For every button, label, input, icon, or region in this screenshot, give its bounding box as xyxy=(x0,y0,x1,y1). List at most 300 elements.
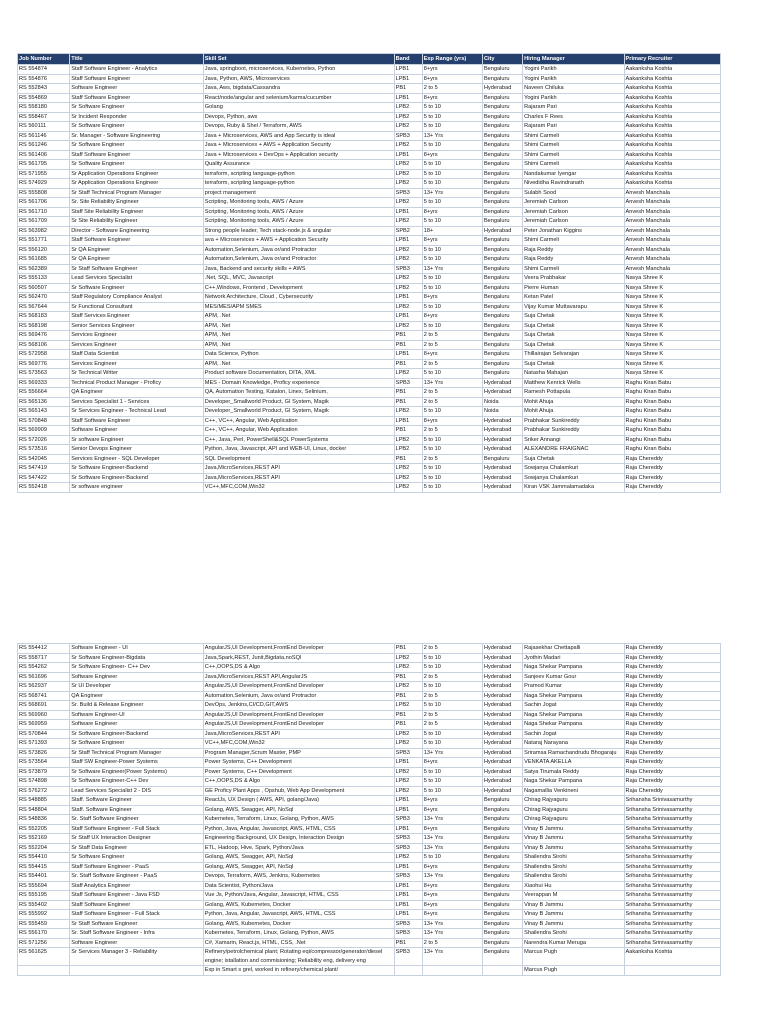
hiring-manager-cell: Naga Shekar Pampana xyxy=(523,777,624,787)
hiring-manager-cell: Naveen Chiluka xyxy=(523,84,624,94)
band-cell: LPB1 xyxy=(394,891,422,901)
table-row xyxy=(18,179,721,189)
skill-set-cell: MES/MES/APM SMES xyxy=(203,302,394,312)
table-row xyxy=(18,378,721,388)
exp-range-cell: 5 to 10 xyxy=(422,853,482,863)
skill-set-cell: Power Systems, C++ Development xyxy=(203,758,394,768)
skill-set-cell: project management xyxy=(203,188,394,198)
band-cell: LPB1 xyxy=(394,805,422,815)
primary-recruiter-cell: Anvesh Manchala xyxy=(624,236,720,246)
table-row xyxy=(18,739,721,749)
table-row xyxy=(18,748,721,758)
table-row xyxy=(18,65,721,75)
primary-recruiter-cell: Navya Shree K xyxy=(624,274,720,284)
hiring-manager-cell: Sulabh Sood xyxy=(523,188,624,198)
hiring-manager-cell: Sanjeev Kumar Gour xyxy=(523,672,624,682)
exp-range-cell: 5 to 10 xyxy=(422,767,482,777)
job-number-cell: RS 548804 xyxy=(18,805,70,815)
skill-set-cell: AngularJS,UI Development,FrontEnd Developer xyxy=(203,682,394,692)
city-cell: Hyderabad xyxy=(482,682,522,692)
city-cell: Bengaluru xyxy=(482,910,522,920)
hiring-manager-cell: Sriramsa Ramachandrudu Bhogaraju xyxy=(523,748,624,758)
job-number-cell: RS 542045 xyxy=(18,454,70,464)
title-cell: Software Engineer xyxy=(70,426,204,436)
hiring-manager-cell: Naga Shekar Pampana xyxy=(523,720,624,730)
hiring-manager-cell: Suja Chetak xyxy=(523,321,624,331)
primary-recruiter-cell: Raja Chereddy xyxy=(624,454,720,464)
job-number-cell: RS 547419 xyxy=(18,464,70,474)
band-cell: PB1 xyxy=(394,426,422,436)
skill-set-cell: Scripting, Monitoring tools, AWS / Azure xyxy=(203,207,394,217)
exp-range-cell: 8+yrs xyxy=(422,236,482,246)
city-cell: Bengaluru xyxy=(482,65,522,75)
title-cell: Software Engineer xyxy=(70,84,204,94)
title-cell: Sr Staff Technical Program Manager xyxy=(70,188,204,198)
skill-set-cell: Golang, AWS, Kubernetes, Docker xyxy=(203,919,394,929)
title-cell: Sr Staff Software Engineer xyxy=(70,264,204,274)
table-row xyxy=(18,264,721,274)
skill-set-cell: Quality Assurance xyxy=(203,160,394,170)
job-number-cell: RS 561685 xyxy=(18,255,70,265)
skill-set-cell: Java, springboot, microservices, Kubernetes, Python xyxy=(203,65,394,75)
title-cell: Sr QA Engineer xyxy=(70,255,204,265)
primary-recruiter-cell: Aakanksha Koshta xyxy=(624,131,720,141)
title-cell: Senior Devops Engineer xyxy=(70,445,204,455)
job-number-cell: RS 555133 xyxy=(18,274,70,284)
skill-set-cell: C++,Windows, Frontend , Development xyxy=(203,283,394,293)
job-number-cell: RS 574929 xyxy=(18,179,70,189)
city-cell xyxy=(482,966,522,976)
primary-recruiter-cell: Raja Chereddy xyxy=(624,663,720,673)
title-cell: Staff Site Reliability Engineer xyxy=(70,207,204,217)
title-cell: Sr Software Engineer xyxy=(70,141,204,151)
title-cell: Sr software engineer xyxy=(70,483,204,493)
city-cell: Bengaluru xyxy=(482,369,522,379)
skill-set-cell: Java,MicroServices,REST API xyxy=(203,473,394,483)
band-cell: LPB2 xyxy=(394,179,422,189)
table-row xyxy=(18,900,721,910)
title-cell: Sr Software Engineer xyxy=(70,283,204,293)
title-cell: Sr Staff UX Interaction Designer xyxy=(70,834,204,844)
job-number-cell: RS 568741 xyxy=(18,691,70,701)
city-cell: Bengaluru xyxy=(482,824,522,834)
table-row xyxy=(18,217,721,227)
skill-set-cell: Automation,Selenium, Java or/and Protractor xyxy=(203,691,394,701)
city-cell: Bengaluru xyxy=(482,938,522,948)
city-cell: Bengaluru xyxy=(482,160,522,170)
skill-set-cell: Python, Java, Javascript, API and WEB-UI, Linux, docker xyxy=(203,445,394,455)
city-cell: Bengaluru xyxy=(482,929,522,939)
skill-set-cell: Scripting, Monitoring tools, AWS / Azure xyxy=(203,198,394,208)
city-cell: Bengaluru xyxy=(482,74,522,84)
table-row xyxy=(18,198,721,208)
hiring-manager-cell: Narendra Kumar Meruga xyxy=(523,938,624,948)
skill-set-cell: Engineering Background, UX Design, Interaction Design xyxy=(203,834,394,844)
band-cell: LPB1 xyxy=(394,74,422,84)
exp-range-cell: 2 to 5 xyxy=(422,938,482,948)
city-cell: Bengaluru xyxy=(482,150,522,160)
job-number-cell: RS 556170 xyxy=(18,929,70,939)
exp-range-cell: 8+yrs xyxy=(422,416,482,426)
skill-set-cell: Java, Backend and security skills + AWS xyxy=(203,264,394,274)
job-number-cell: RS 551771 xyxy=(18,236,70,246)
job-number-cell: RS 554876 xyxy=(18,74,70,84)
primary-recruiter-cell: Srihansha Srinivasamurthy xyxy=(624,815,720,825)
hiring-manager-cell: Shailendra Sirohi xyxy=(523,862,624,872)
table-row xyxy=(18,226,721,236)
band-cell: SPB3 xyxy=(394,872,422,882)
table-row xyxy=(18,853,721,863)
job-number-cell: RS 555694 xyxy=(18,881,70,891)
job-number-cell: RS 569333 xyxy=(18,378,70,388)
exp-range-cell: 5 to 10 xyxy=(422,407,482,417)
primary-recruiter-cell: Raja Chereddy xyxy=(624,739,720,749)
header-hiring-manager: Hiring Manager xyxy=(523,54,624,65)
job-number-cell: RS 561246 xyxy=(18,141,70,151)
title-cell: Sr Software Engineer-C++ Dev xyxy=(70,777,204,787)
primary-recruiter-cell: Aakanksha Koshta xyxy=(624,84,720,94)
hiring-manager-cell: Pierre Human xyxy=(523,283,624,293)
title-cell: Software Engineer xyxy=(70,720,204,730)
title-cell: Sr Services Manager 3 - Reliability xyxy=(70,948,204,966)
primary-recruiter-cell: Raghu Kiran Babu xyxy=(624,397,720,407)
city-cell: Bengaluru xyxy=(482,198,522,208)
primary-recruiter-cell: Srihansha Srinivasamurthy xyxy=(624,929,720,939)
skill-set-cell: VC++,MFC,COM,Win32 xyxy=(203,483,394,493)
primary-recruiter-cell: Anvesh Manchala xyxy=(624,188,720,198)
band-cell: LPB2 xyxy=(394,473,422,483)
job-number-cell: RS 561146 xyxy=(18,131,70,141)
city-cell: Bengaluru xyxy=(482,302,522,312)
hiring-manager-cell: Suja Chetak xyxy=(523,331,624,341)
primary-recruiter-cell: Aakanksha Koshta xyxy=(624,179,720,189)
skill-set-cell: ReactJs, UX Design ( AWS, API, golang/Java) xyxy=(203,796,394,806)
city-cell: Hyderabad xyxy=(482,758,522,768)
primary-recruiter-cell: Aakanksha Koshta xyxy=(624,93,720,103)
job-number-cell: RS 573516 xyxy=(18,445,70,455)
primary-recruiter-cell: Navya Shree K xyxy=(624,350,720,360)
exp-range-cell: 5 to 10 xyxy=(422,103,482,113)
band-cell: LPB2 xyxy=(394,217,422,227)
exp-range-cell: 5 to 10 xyxy=(422,179,482,189)
primary-recruiter-cell: Anvesh Manchala xyxy=(624,264,720,274)
city-cell: Bengaluru xyxy=(482,881,522,891)
skill-set-cell: Network Architecture, Cloud , Cybersecurity xyxy=(203,293,394,303)
hiring-manager-cell: Nagamallia Venkineni xyxy=(523,786,624,796)
table-row xyxy=(18,160,721,170)
hiring-manager-cell: Rajasekhar Chettapalli xyxy=(523,644,624,654)
hiring-manager-cell: Sriker Annangi xyxy=(523,435,624,445)
primary-recruiter-cell: Anvesh Manchala xyxy=(624,207,720,217)
exp-range-cell: 5 to 10 xyxy=(422,786,482,796)
band-cell: LPB2 xyxy=(394,682,422,692)
exp-range-cell: 8+yrs xyxy=(422,93,482,103)
hiring-manager-cell: Shimi Carmeli xyxy=(523,141,624,151)
exp-range-cell: 8+yrs xyxy=(422,312,482,322)
exp-range-cell: 2 to 5 xyxy=(422,426,482,436)
table-row xyxy=(18,236,721,246)
exp-range-cell: 2 to 5 xyxy=(422,340,482,350)
band-cell: LPB1 xyxy=(394,150,422,160)
job-number-cell: RS 572026 xyxy=(18,435,70,445)
title-cell: Staff Analytics Engineer xyxy=(70,881,204,891)
primary-recruiter-cell: Raja Chereddy xyxy=(624,777,720,787)
band-cell: LPB2 xyxy=(394,103,422,113)
skill-set-cell: Java,Spark,REST, Junit,Bigdata,noSQl xyxy=(203,653,394,663)
hiring-manager-cell: Vijay Kumar Muttavarapu xyxy=(523,302,624,312)
hiring-manager-cell: Suja Chetak xyxy=(523,359,624,369)
table-row xyxy=(18,710,721,720)
table-row xyxy=(18,843,721,853)
exp-range-cell: 2 to 5 xyxy=(422,454,482,464)
skill-set-cell: C++,OOPS,DS & Algo xyxy=(203,777,394,787)
exp-range-cell: 8+yrs xyxy=(422,796,482,806)
skill-set-cell: AngularJS,UI Development,FrontEnd Developer xyxy=(203,710,394,720)
primary-recruiter-cell: Raja Chereddy xyxy=(624,483,720,493)
band-cell: PB1 xyxy=(394,720,422,730)
city-cell: Bengaluru xyxy=(482,274,522,284)
city-cell: Bengaluru xyxy=(482,815,522,825)
hiring-manager-cell: Matthew Kenrick Wells xyxy=(523,378,624,388)
skill-set-cell: APM, .Net xyxy=(203,321,394,331)
primary-recruiter-cell: Raja Chereddy xyxy=(624,682,720,692)
job-number-cell: RS 556120 xyxy=(18,245,70,255)
title-cell: Staff Data Scientist xyxy=(70,350,204,360)
city-cell: Bengaluru xyxy=(482,805,522,815)
exp-range-cell: 5 to 10 xyxy=(422,663,482,673)
band-cell: LPB1 xyxy=(394,207,422,217)
hiring-manager-cell: Prabhakar Sunkireddy xyxy=(523,426,624,436)
hiring-manager-cell: Yogini Parikh xyxy=(523,65,624,75)
hiring-manager-cell: Prabhakar Sunkireddy xyxy=(523,416,624,426)
skill-set-cell: terraform, scripting language-python xyxy=(203,179,394,189)
exp-range-cell: 8+yrs xyxy=(422,758,482,768)
table-row xyxy=(18,435,721,445)
title-cell: Staff. Software Engineer xyxy=(70,805,204,815)
exp-range-cell: 5 to 10 xyxy=(422,255,482,265)
title-cell: Sr Technical Writer xyxy=(70,369,204,379)
band-cell: SPB3 xyxy=(394,919,422,929)
title-cell: Sr UI Developer xyxy=(70,682,204,692)
band-cell: PB1 xyxy=(394,454,422,464)
primary-recruiter-cell: Aakanksha Koshta xyxy=(624,150,720,160)
band-cell: LPB2 xyxy=(394,169,422,179)
city-cell: Bengaluru xyxy=(482,169,522,179)
table-row xyxy=(18,777,721,787)
exp-range-cell: 13+ Yrs xyxy=(422,748,482,758)
job-number-cell: RS 576272 xyxy=(18,786,70,796)
hiring-manager-cell: Veera Prabhakar xyxy=(523,274,624,284)
band-cell: LPB2 xyxy=(394,245,422,255)
exp-range-cell: 5 to 10 xyxy=(422,777,482,787)
title-cell: Staff Software Engineer - Full Stack xyxy=(70,824,204,834)
table-row xyxy=(18,682,721,692)
band-cell: PB1 xyxy=(394,397,422,407)
city-cell: Noida xyxy=(482,407,522,417)
city-cell: Bengaluru xyxy=(482,255,522,265)
table-row xyxy=(18,340,721,350)
skill-set-cell: Java + Microservices + AWS + Application Security xyxy=(203,141,394,151)
skill-set-cell: Java + Microservices + DevOps + Application security xyxy=(203,150,394,160)
header-skill-set: Skill Set xyxy=(203,54,394,65)
band-cell: LPB2 xyxy=(394,141,422,151)
table-row xyxy=(18,948,721,966)
skill-set-cell: terraform, scripting language-python xyxy=(203,169,394,179)
table-row xyxy=(18,815,721,825)
job-number-cell: RS 569776 xyxy=(18,359,70,369)
band-cell: LPB2 xyxy=(394,112,422,122)
hiring-manager-cell: Charles F Rees xyxy=(523,112,624,122)
band-cell: LPB2 xyxy=(394,464,422,474)
job-number-cell: RS 555459 xyxy=(18,919,70,929)
title-cell: Sr. Site Reliability Engineer xyxy=(70,198,204,208)
city-cell: Hyderabad xyxy=(482,767,522,777)
band-cell: PB1 xyxy=(394,84,422,94)
skill-set-cell: Program Manager,Scrum Master, PMP xyxy=(203,748,394,758)
header-city: City xyxy=(482,54,522,65)
title-cell: Software Engineer-UI xyxy=(70,710,204,720)
skill-set-cell: Automation,Selenium, Java or/and Protractor xyxy=(203,255,394,265)
title-cell: Sr. Staff Software Engineer - PaaS xyxy=(70,872,204,882)
title-cell: Staff Software Engineer xyxy=(70,900,204,910)
title-cell: Sr Software Engineer(Power Systems) xyxy=(70,767,204,777)
city-cell: Bengaluru xyxy=(482,843,522,853)
title-cell: Staff Software Engineer xyxy=(70,74,204,84)
city-cell: Hyderabad xyxy=(482,388,522,398)
table-row xyxy=(18,767,721,777)
exp-range-cell: 5 to 10 xyxy=(422,141,482,151)
band-cell: LPB2 xyxy=(394,445,422,455)
job-number-cell: RS 555992 xyxy=(18,910,70,920)
exp-range-cell: 2 to 5 xyxy=(422,397,482,407)
title-cell: Sr Application Operations Engineer xyxy=(70,179,204,189)
city-cell: Bengaluru xyxy=(482,93,522,103)
primary-recruiter-cell: Raghu Kiran Babu xyxy=(624,416,720,426)
title-cell: Software Engineer xyxy=(70,938,204,948)
primary-recruiter-cell: Aakanksha Koshta xyxy=(624,141,720,151)
title-cell: Staff Software Engineer - PaaS xyxy=(70,862,204,872)
skill-set-cell: Java + Microservices, AWS and App Security is ideal xyxy=(203,131,394,141)
hiring-manager-cell: Yogini Parikh xyxy=(523,93,624,103)
band-cell: LPB1 xyxy=(394,312,422,322)
band-cell: LPB1 xyxy=(394,824,422,834)
band-cell: LPB2 xyxy=(394,407,422,417)
band-cell: LPB2 xyxy=(394,663,422,673)
table-row xyxy=(18,663,721,673)
exp-range-cell: 5 to 10 xyxy=(422,653,482,663)
exp-range-cell: 5 to 10 xyxy=(422,321,482,331)
table-row xyxy=(18,938,721,948)
job-number-cell: RS 568691 xyxy=(18,701,70,711)
hiring-manager-cell: ALEXANDRE FRAIGNAC xyxy=(523,445,624,455)
title-cell: Staff Services Engineer xyxy=(70,312,204,322)
title-cell: Sr Software Engineer xyxy=(70,853,204,863)
header-band: Band xyxy=(394,54,422,65)
title-cell: Services Specialist 1 - Services xyxy=(70,397,204,407)
table-row xyxy=(18,150,721,160)
job-number-cell: RS 554401 xyxy=(18,872,70,882)
hiring-manager-cell: Pramod Kumar xyxy=(523,682,624,692)
primary-recruiter-cell: Raja Chereddy xyxy=(624,672,720,682)
band-cell: PB1 xyxy=(394,359,422,369)
hiring-manager-cell: VENKATA AKELLA xyxy=(523,758,624,768)
skill-set-cell: Exp in Smart s grel, worked in refinery/chemical plant/ xyxy=(203,966,394,976)
city-cell: Bengaluru xyxy=(482,103,522,113)
hiring-manager-cell: Ketan Patel xyxy=(523,293,624,303)
exp-range-cell: 13+ Yrs xyxy=(422,843,482,853)
primary-recruiter-cell: Srihansha Srinivasamurthy xyxy=(624,796,720,806)
city-cell: Hyderabad xyxy=(482,748,522,758)
exp-range-cell: 5 to 10 xyxy=(422,122,482,132)
band-cell: LPB2 xyxy=(394,283,422,293)
job-number-cell: RS 568183 xyxy=(18,312,70,322)
primary-recruiter-cell: Srihansha Srinivasamurthy xyxy=(624,824,720,834)
job-number-cell: RS 552843 xyxy=(18,84,70,94)
hiring-manager-cell: Naga Shekar Pampana xyxy=(523,691,624,701)
exp-range-cell: 8+yrs xyxy=(422,881,482,891)
job-number-cell: RS 561406 xyxy=(18,150,70,160)
primary-recruiter-cell: Navya Shree K xyxy=(624,312,720,322)
hiring-manager-cell: Marcus Pugh xyxy=(523,966,624,976)
primary-recruiter-cell: Raja Chereddy xyxy=(624,786,720,796)
table-row xyxy=(18,103,721,113)
skill-set-cell: Java,MicroServices,REST API xyxy=(203,729,394,739)
primary-recruiter-cell: Navya Shree K xyxy=(624,302,720,312)
primary-recruiter-cell: Raja Chereddy xyxy=(624,691,720,701)
skill-set-cell: Automation,Selenium, Java or/and Protractor xyxy=(203,245,394,255)
title-cell: Sr Incident Responder xyxy=(70,112,204,122)
hiring-manager-cell: Vinay B Jammu xyxy=(523,834,624,844)
primary-recruiter-cell: Srihansha Srinivasamurthy xyxy=(624,805,720,815)
band-cell: PB1 xyxy=(394,331,422,341)
job-number-cell: RS 555402 xyxy=(18,900,70,910)
skill-set-cell: GE Proficy Plant Apps , Opshub, Web App Development xyxy=(203,786,394,796)
title-cell: Sr QA Engineer xyxy=(70,245,204,255)
hiring-manager-cell: Vinay B Jammu xyxy=(523,919,624,929)
primary-recruiter-cell: Navya Shree K xyxy=(624,340,720,350)
job-number-cell: RS 570844 xyxy=(18,729,70,739)
hiring-manager-cell: Nataraj Narayana xyxy=(523,739,624,749)
hiring-manager-cell: Raja Reddy xyxy=(523,245,624,255)
skill-set-cell: Scripting, Monitoring tools, AWS / Azure xyxy=(203,217,394,227)
city-cell: Noida xyxy=(482,397,522,407)
title-cell: Sr. Build & Release Engineer xyxy=(70,701,204,711)
table-row xyxy=(18,910,721,920)
table-row xyxy=(18,207,721,217)
exp-range-cell: 2 to 5 xyxy=(422,644,482,654)
skill-set-cell: Java, Aws, bigdata/Cassandra xyxy=(203,84,394,94)
table-row xyxy=(18,388,721,398)
exp-range-cell: 18+ xyxy=(422,226,482,236)
primary-recruiter-cell: Raja Chereddy xyxy=(624,720,720,730)
title-cell: Sr. Staff Software Engineer xyxy=(70,815,204,825)
skill-set-cell: Golang xyxy=(203,103,394,113)
band-cell: LPB1 xyxy=(394,350,422,360)
table-row xyxy=(18,701,721,711)
skill-set-cell: APM, .Net xyxy=(203,331,394,341)
city-cell: Bengaluru xyxy=(482,131,522,141)
hiring-manager-cell: Chirag Rajyaguru xyxy=(523,796,624,806)
title-cell: Lead Services Specialist xyxy=(70,274,204,284)
title-cell: QA Engineer xyxy=(70,388,204,398)
title-cell: Sr Staff Data Engineer xyxy=(70,843,204,853)
title-cell: Services Engineer xyxy=(70,331,204,341)
exp-range-cell: 5 to 10 xyxy=(422,217,482,227)
primary-recruiter-cell: Aakanksha Koshta xyxy=(624,103,720,113)
table-row xyxy=(18,321,721,331)
band-cell: LPB2 xyxy=(394,255,422,265)
city-cell: Bengaluru xyxy=(482,834,522,844)
